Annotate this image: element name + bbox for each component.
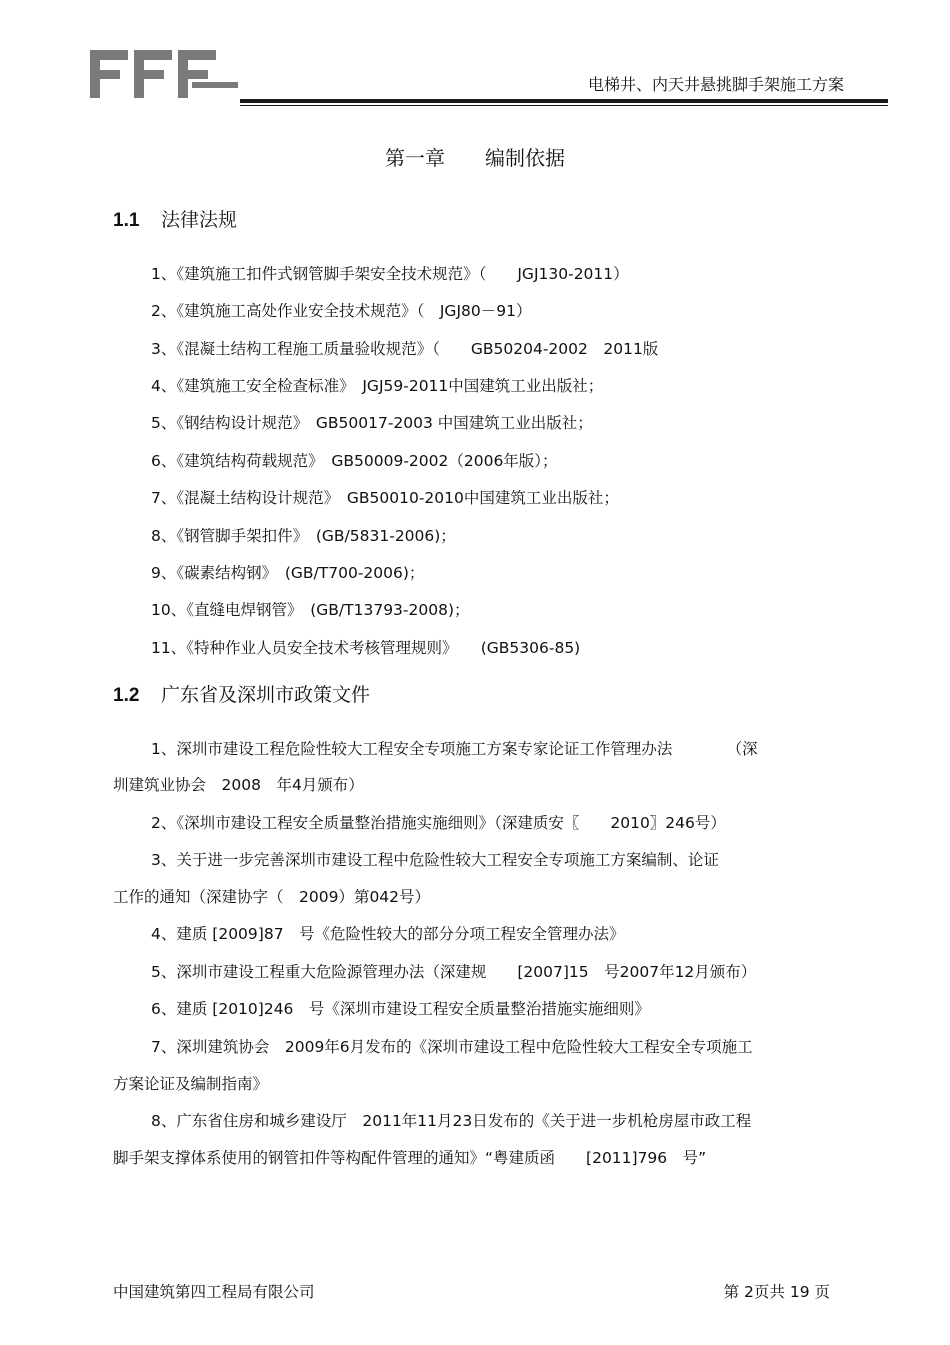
section-title: 法律法规 [161,209,238,231]
company-logo [82,44,242,104]
header-title: 电梯井、内天井悬挑脚手架施工方案 [587,75,844,94]
list-item: 10、《直缝电焊钢管》 (GB/T13793-2008)； [151,601,470,619]
footer-page-number: 第 2页共 19 页 [723,1283,830,1301]
paragraph-line: 1、深圳市建设工程危险性较大工程安全专项施工方案专家论证工作管理办法 （深 [151,740,758,758]
list-item: 9、《碳素结构钢》 (GB/T700-2006)； [151,564,425,582]
list-item: 1、《建筑施工扣件式钢管脚手架安全技术规范》（ JGJ130-2011） [151,265,629,283]
section-heading-1-2 [113,680,370,707]
header-rule-thick [240,99,888,103]
list-item: 8、《钢管脚手架扣件》 (GB/5831-2006)； [151,527,456,545]
paragraph-line: 脚手架支撑体系使用的钢管扣件等构配件管理的通知》“粤建质函 [2011]796 号” [113,1149,707,1167]
paragraph-line: 2、《深圳市建设工程安全质量整治措施实施细则》（深建质安〖 2010〗246号） [151,814,726,832]
section-heading-1-1 [113,205,237,232]
paragraph-line: 8、广东省住房和城乡建设厅 2011年11月23日发布的《关于进一步机枪房屋市政工程 [151,1112,752,1130]
footer-company: 中国建筑第四工程局有限公司 [113,1283,315,1301]
list-item: 2、《建筑施工高处作业安全技术规范》（ JGJ80－91） [151,302,532,320]
paragraph-line: 方案论证及编制指南》 [113,1075,269,1093]
section-number: 1.2 [113,685,140,706]
section-number: 1.1 [113,210,140,231]
header-rule-thin [240,105,888,106]
list-item: 11、《特种作业人员安全技术考核管理规则》 (GB5306-85) [151,639,581,657]
paragraph-line: 6、建质 [2010]246 号《深圳市建设工程安全质量整治措施实施细则》 [151,1000,650,1018]
list-item: 6、《建筑结构荷载规范》 GB50009-2002（2006年版）； [151,452,558,470]
list-item: 7、《混凝土结构设计规范》 GB50010-2010中国建筑工业出版社； [151,489,619,507]
list-item: 3、《混凝土结构工程施工质量验收规范》（ GB50204-2002 2011版 [151,340,659,358]
list-item: 4、《建筑施工安全检查标准》 JGJ59-2011中国建筑工业出版社； [151,377,604,395]
paragraph-line: 工作的通知（深建协字（ 2009）第042号） [113,888,431,906]
paragraph-line: 4、建质 [2009]87 号《危险性较大的部分分项工程安全管理办法》 [151,925,625,943]
paragraph-line: 5、深圳市建设工程重大危险源管理办法（深建规 [2007]15 号2007年12月颁布） [151,963,757,981]
list-item: 5、《钢结构设计规范》 GB50017-2003 中国建筑工业出版社； [151,414,593,432]
paragraph-line: 3、关于进一步完善深圳市建设工程中危险性较大工程安全专项施工方案编制、论证 [151,851,719,869]
paragraph-line: 圳建筑业协会 2008 年4月颁布） [113,776,364,794]
section-title: 广东省及深圳市政策文件 [161,684,371,706]
paragraph-line: 7、深圳建筑协会 2009年6月发布的《深圳市建设工程中危险性较大工程安全专项施工 [151,1038,753,1056]
chapter-title: 第一章 编制依据 [385,146,565,170]
